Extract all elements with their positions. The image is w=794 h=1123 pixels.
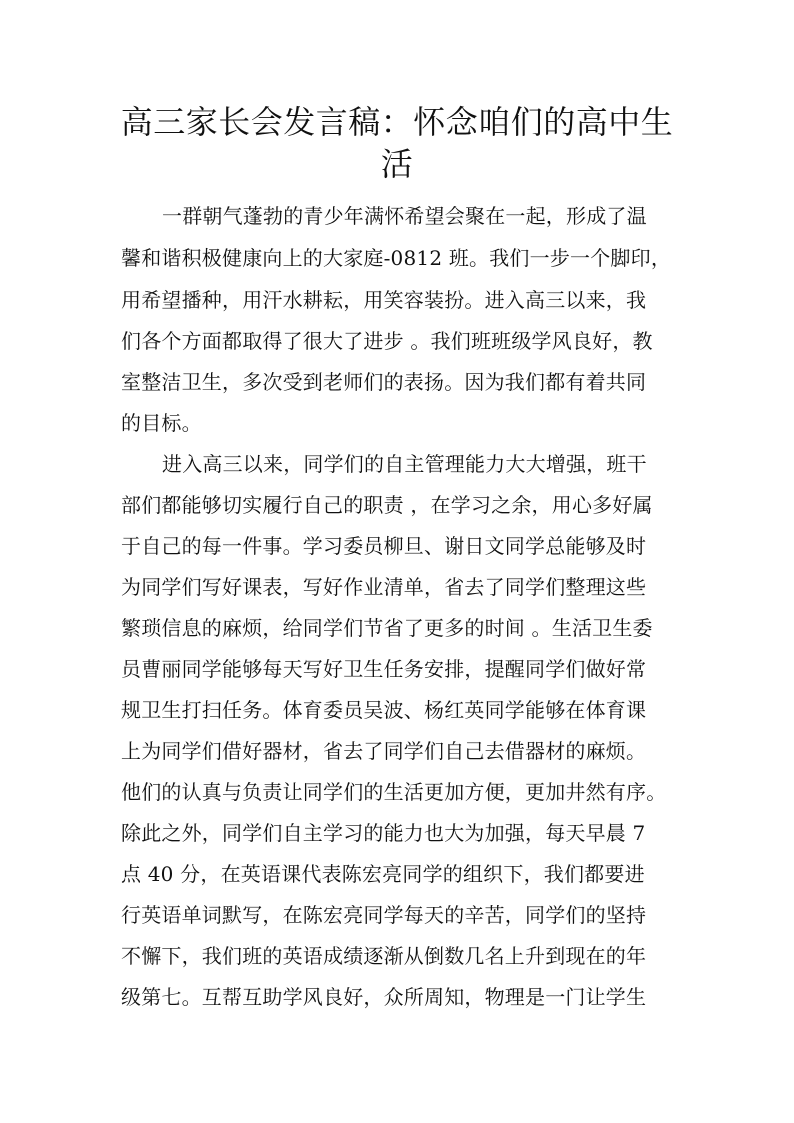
paragraph-line: 部们都能够切实履行自己的职责 ，在学习之余，用心多好属	[121, 493, 653, 517]
paragraph-line: 行英语单词默写，在陈宏亮同学每天的辛苦，同学们的坚持	[121, 903, 647, 927]
paragraph-line: 上为同学们借好器材，省去了同学们自己去借器材的麻烦。	[121, 739, 647, 763]
paragraph-line: 于自己的每一件事。学习委员柳旦、谢日文同学总能够及时	[121, 534, 647, 558]
paragraph-line: 他们的认真与负责让同学们的生活更加方便，更加井然有序。	[121, 780, 667, 804]
paragraph-line: 员曹丽同学能够每天写好卫生任务安排，提醒同学们做好常	[121, 657, 647, 681]
paragraph-line: 级第七。互帮互助学风良好，众所周知，物理是一门让学生	[121, 985, 647, 1009]
paragraph-line: 馨和谐积极健康向上的大家庭-0812 班。我们一步一个脚印，	[121, 246, 672, 270]
paragraph-line: 规卫生打扫任务。体育委员吴波、杨红英同学能够在体育课	[121, 698, 647, 722]
paragraph-line: 进入高三以来，同学们的自主管理能力大大增强，班干	[162, 452, 647, 476]
paragraph-line: 除此之外，同学们自主学习的能力也大为加强，每天早晨 7	[121, 821, 646, 845]
paragraph-line: 室整洁卫生，多次受到老师们的表扬。因为我们都有着共同	[121, 370, 647, 394]
paragraph-line: 用希望播种，用汗水耕耘，用笑容装扮。进入高三以来，我	[121, 288, 647, 312]
paragraph-line: 为同学们写好课表，写好作业清单，省去了同学们整理这些	[121, 575, 647, 599]
paragraph-line: 点 40 分，在英语课代表陈宏亮同学的组织下，我们都要进	[121, 862, 645, 886]
paragraph-line: 一群朝气蓬勃的青少年满怀希望会聚在一起，形成了温	[162, 204, 647, 228]
paragraph-line: 的目标。	[121, 411, 202, 435]
document-title-line-2: 活	[380, 145, 414, 183]
paragraph-line: 不懈下，我们班的英语成绩逐渐从倒数几名上升到现在的年	[121, 944, 647, 968]
paragraph-line: 繁琐信息的麻烦，给同学们节省了更多的时间 。生活卫生委	[121, 616, 653, 640]
document-title-line-1: 高三家长会发言稿：怀念咱们的高中生	[120, 103, 674, 141]
paragraph-line: 们各个方面都取得了很大了进步 。我们班班级学风良好，教	[121, 329, 653, 353]
